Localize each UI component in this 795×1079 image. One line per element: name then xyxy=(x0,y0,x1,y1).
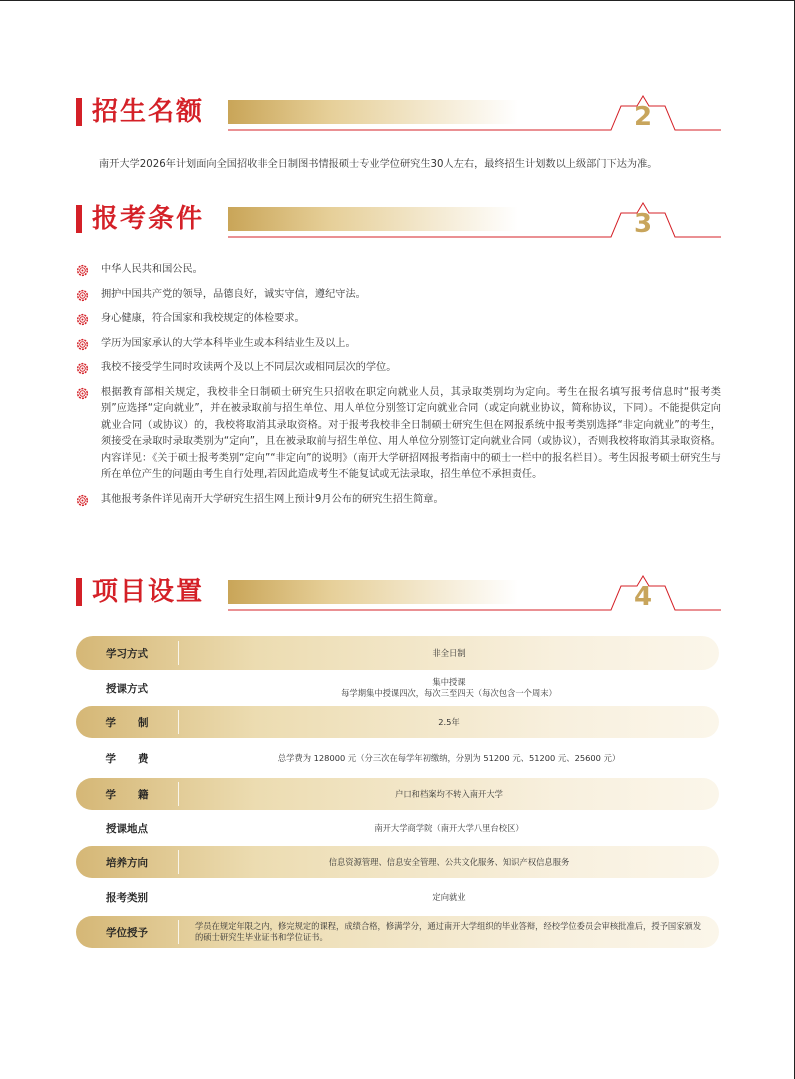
section-header-program xyxy=(76,574,721,614)
condition-item: 我校不接受学生同时攻读两个及以上不同层次或相同层次的学位。 xyxy=(76,360,721,377)
gear-bullet-icon xyxy=(76,289,89,302)
section-number: 3 xyxy=(634,209,653,239)
row-value: 南开大学商学院（南开大学八里台校区） xyxy=(374,822,524,833)
gear-bullet-icon xyxy=(76,387,89,400)
gear-bullet-icon xyxy=(76,264,89,277)
row-value: 学员在规定年限之内，修完规定的课程，成绩合格，修满学分，通过南开大学组织的毕业答辩，经校学位委员会审核批准后，授予国家颁发的硕士研究生毕业证书和学位证书。 xyxy=(195,921,702,942)
condition-item: 其他报考条件详见南开大学研究生招生网上预计9月公布的研究生招生简章。 xyxy=(76,492,721,509)
row-value: 集中授课 每学期集中授课四次，每次三至四天（每次包含一个周末） xyxy=(341,677,557,698)
program-row-teaching-mode xyxy=(76,670,719,706)
section-title: 项目设置 xyxy=(92,577,205,607)
row-value: 定向就业 xyxy=(432,891,466,902)
row-label: 授课方式 xyxy=(106,682,148,695)
row-value: 2.5年 xyxy=(438,716,460,727)
program-row-registration xyxy=(76,778,719,810)
row-label: 学习方式 xyxy=(106,647,148,660)
section-title: 报考条件 xyxy=(92,204,205,234)
section-header-conditions xyxy=(76,201,721,241)
gear-bullet-icon xyxy=(76,313,89,326)
section-title: 招生名额 xyxy=(92,97,205,127)
program-row-duration xyxy=(76,706,719,738)
section-roof-ornament xyxy=(76,574,721,614)
row-label: 授课地点 xyxy=(106,822,148,835)
row-value: 信息资源管理、信息安全管理、公共文化服务、知识产权信息服务 xyxy=(328,856,570,867)
row-label: 报考类别 xyxy=(106,891,148,904)
row-label: 学制 xyxy=(105,716,171,729)
program-row-directions xyxy=(76,846,719,878)
condition-item: 学历为国家承认的大学本科毕业生或本科结业生及以上。 xyxy=(76,336,721,353)
condition-item: 拥护中国共产党的领导，品德良好，诚实守信，遵纪守法。 xyxy=(76,287,721,304)
section-roof-ornament xyxy=(76,94,721,134)
program-table xyxy=(76,636,719,948)
section-roof-ornament xyxy=(76,201,721,241)
row-value: 非全日制 xyxy=(432,647,466,658)
condition-item: 身心健康，符合国家和我校规定的体检要求。 xyxy=(76,311,721,328)
page-border-top xyxy=(0,0,795,1)
row-value: 总学费为 128000 元（分三次在每学年初缴纳，分别为 51200 元、51200 元、25600 元） xyxy=(277,752,621,763)
section-header-quota xyxy=(76,94,721,134)
program-row-category xyxy=(76,878,719,916)
gear-bullet-icon xyxy=(76,362,89,375)
conditions-list xyxy=(76,262,721,516)
program-row-study-mode xyxy=(76,636,719,670)
section-number: 2 xyxy=(634,102,653,132)
row-value: 户口和档案均不转入南开大学 xyxy=(395,788,503,799)
section-number: 4 xyxy=(634,582,653,612)
gear-bullet-icon xyxy=(76,494,89,507)
row-label: 学籍 xyxy=(105,788,171,801)
condition-item: 根据教育部相关规定，我校非全日制硕士研究生只招收在职定向就业人员，其录取类别均为定向。考生在报名填写报考信息时“报考类别”应选择“定向就业”，并在被录取前与招生单位、用人单位分别签订定向就业合同（或定向就业协议，简称协议，下同）。不能提供定向就业合同（或协议）的，我校将取消其录取资格。对于报考我校非全日制硕士研究生但在网报系统中报考类别选择“非定向就业”的考生，须接受在录取时录取类别为“定向”，且在被录取前与招生单位、用人单位分别签订定向就业合同（或协议），否则我校将取消其录取资格。内容详见：《关于硕士报考类别“定向”“非定向”的说明》（南开大学研招网报考指南中的硕士一栏中的报名栏目）。考生因报考硕士研究生与所在单位产生的问题由考生自行处理,若因此造成考生不能复试或无法录取，招生单位不承担责任。 xyxy=(76,385,721,484)
row-label: 培养方向 xyxy=(106,856,148,869)
program-row-tuition xyxy=(76,738,719,778)
row-label: 学费 xyxy=(105,752,171,765)
row-label: 学位授予 xyxy=(106,926,148,939)
condition-item: 中华人民共和国公民。 xyxy=(76,262,721,279)
program-row-location xyxy=(76,810,719,846)
program-row-degree xyxy=(76,916,719,948)
gear-bullet-icon xyxy=(76,338,89,351)
quota-text: 南开大学2026年计划面向全国招收非全日制图书情报硕士专业学位研究生30人左右，最终招生计划数以上级部门下达为准。 xyxy=(99,159,658,170)
